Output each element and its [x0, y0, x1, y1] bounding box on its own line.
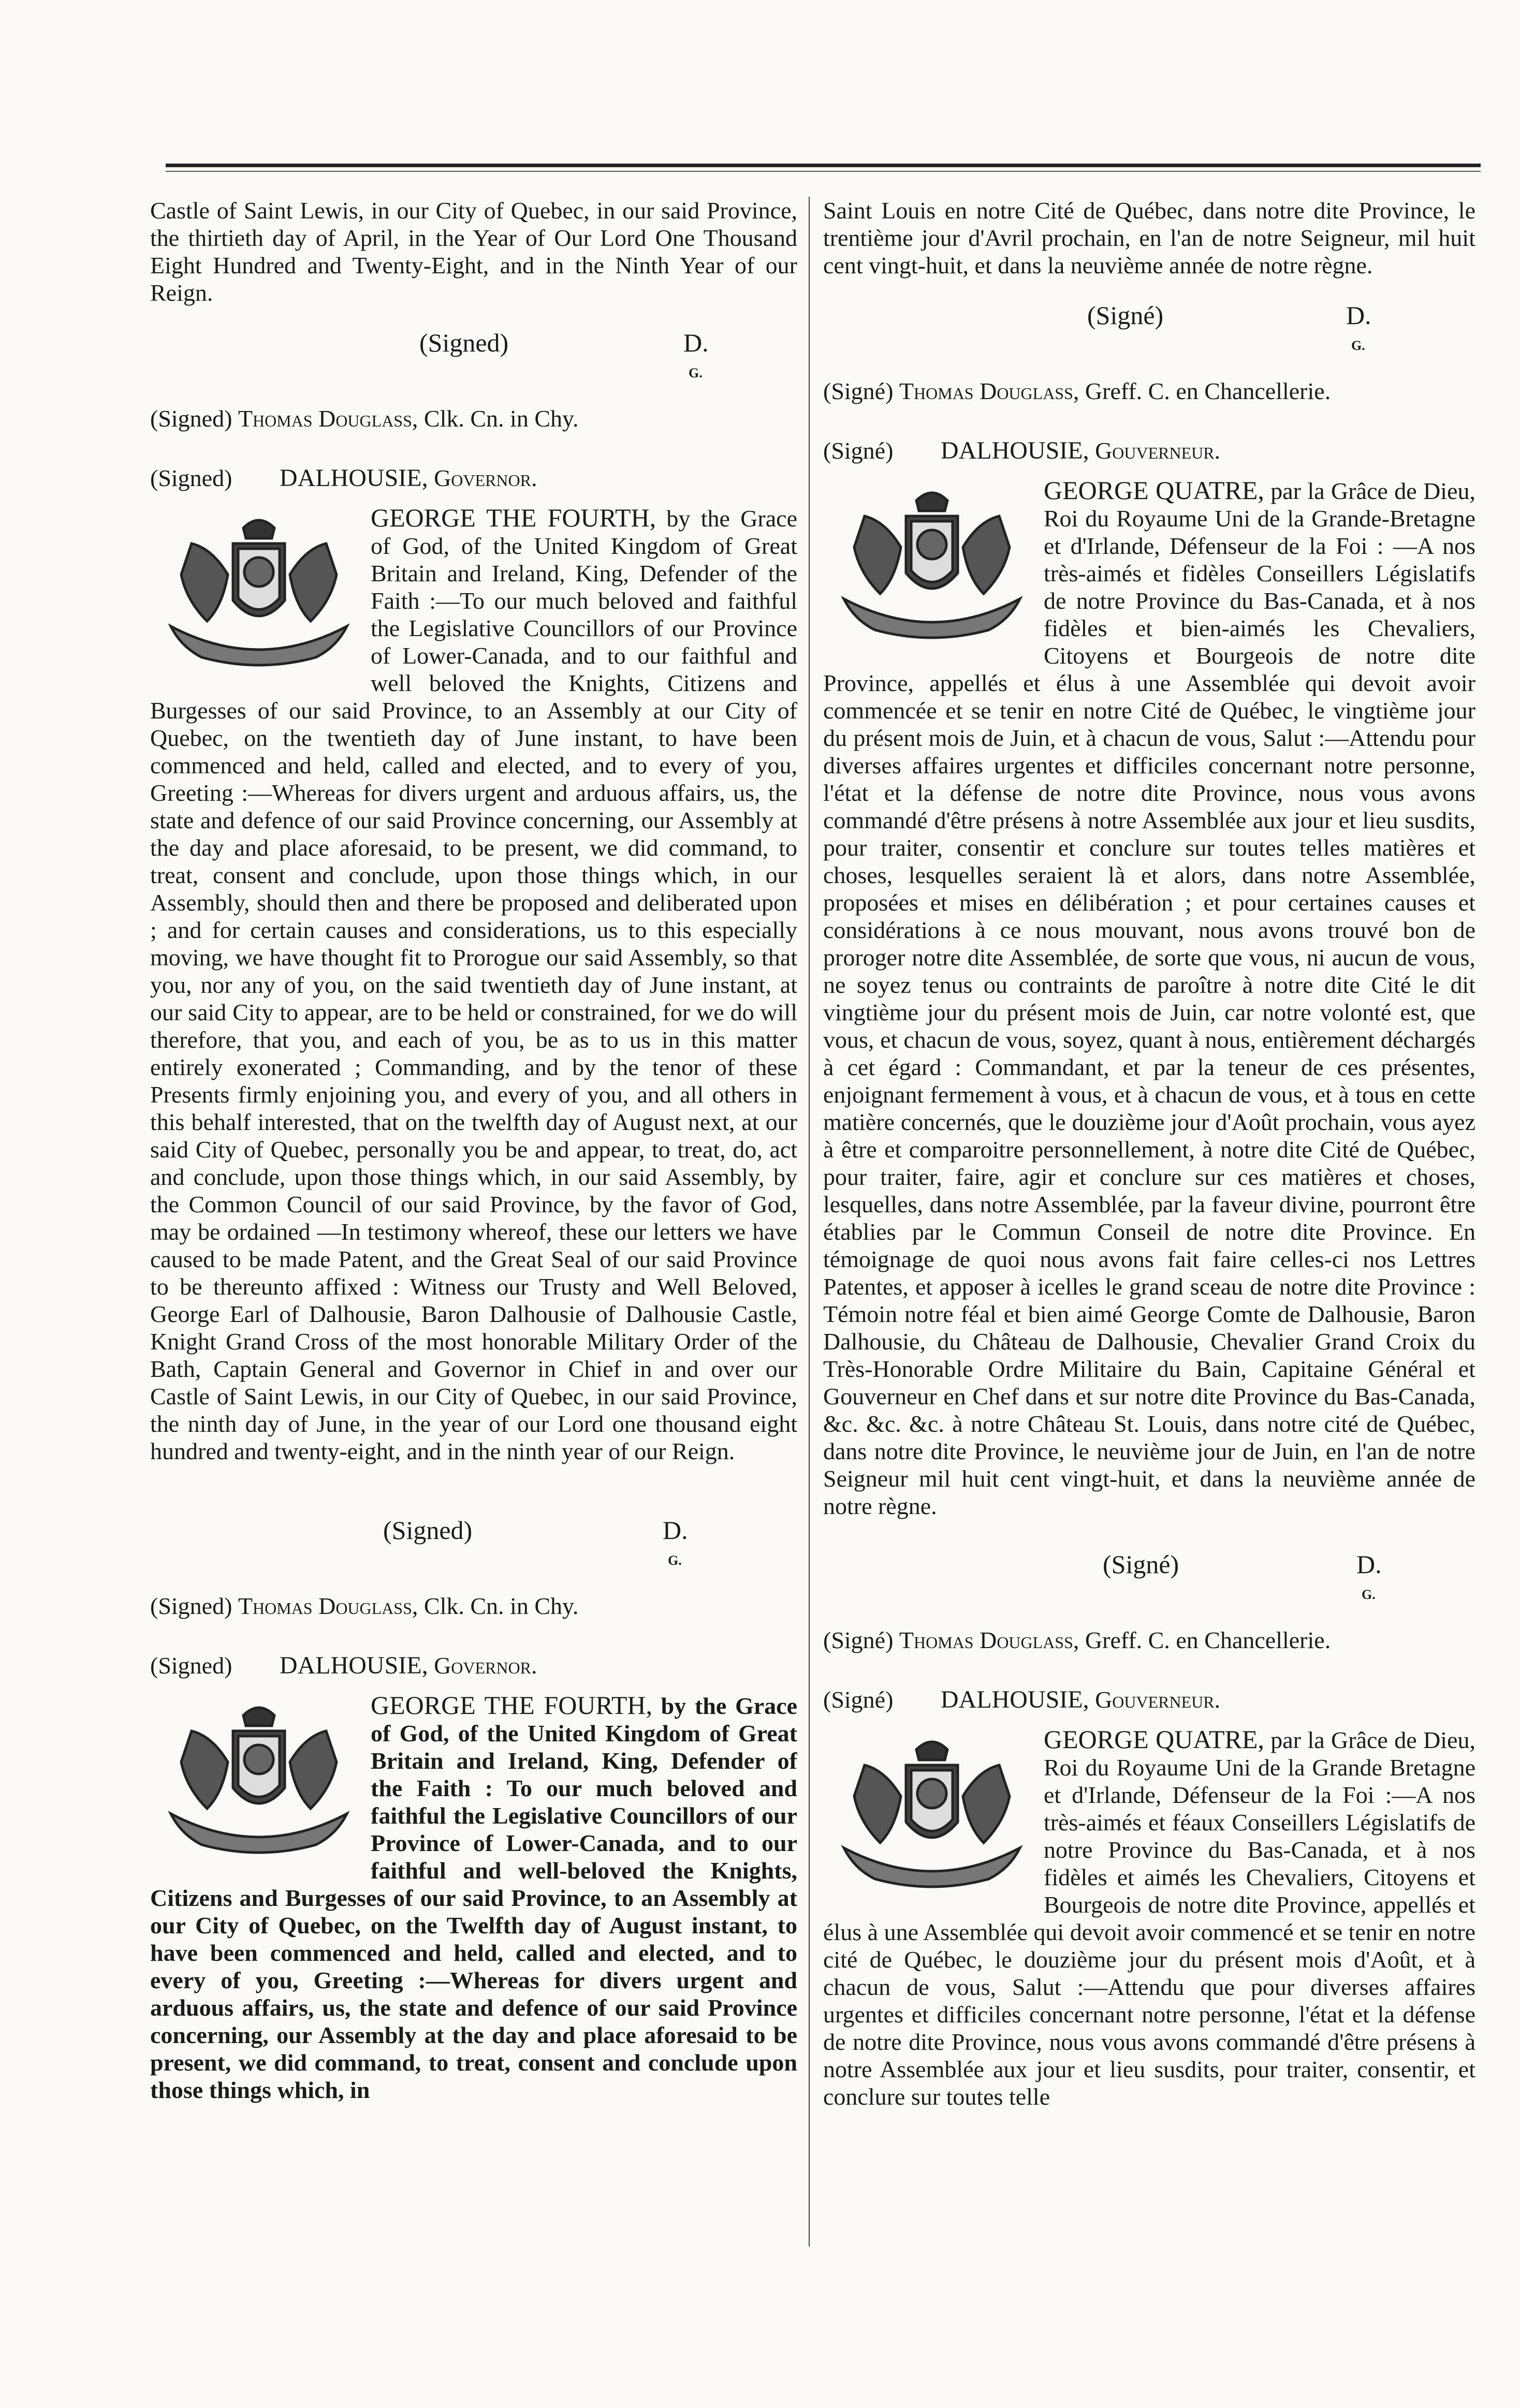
clerk-title: Clk. Cn. in Chy. [423, 1593, 579, 1619]
governor-title: Gouverneur. [1095, 437, 1221, 464]
header-rule-thin [166, 171, 1481, 172]
governor-name: DALHOUSIE, [279, 1652, 428, 1679]
clerk-signature [823, 1626, 1475, 1654]
signature-block [823, 1551, 1475, 1603]
proclamation-lead: GEORGE THE FOURTH, [371, 503, 656, 532]
clerk-name: Thomas Douglass, [238, 405, 418, 432]
royal-coat-of-arms-icon [160, 507, 357, 670]
governor-name: DALHOUSIE, [279, 464, 428, 492]
governor-signature [823, 437, 1475, 464]
proclamation-text: by the Grace of God, of the United Kingdom of Great Britain and Ireland, King, Defender of the Faith : To our much beloved and faithful the Legislative Councillors of our Province of Lower-Canada, and to our faithful and well-beloved the Knights, Citizens and Burgesses of our said Province, to an Assembly at our City of Quebec, on the Twelfth day of August instant, to have been commenced and held, called and elected, and to every of you, Greeting :—Whereas for divers urgent and arduous affairs, us, the state and defence of our said Province concerning, our Assembly at the day and place aforesaid to be present, we did command, to treat, consent and conclude upon those things which, in [150, 1693, 797, 2103]
proclamation-paragraph [823, 477, 1475, 1520]
signature-initial: D. [1356, 1550, 1382, 1579]
proclamation-paragraph [823, 1726, 1475, 2110]
signature-block [823, 302, 1475, 354]
governor-title: Governor. [434, 1652, 537, 1679]
governor-title: Governor. [434, 465, 537, 491]
proclamation-lead: GEORGE QUATRE, [1044, 1725, 1264, 1754]
signed-label: (Signé) [1103, 1550, 1179, 1579]
opening-paragraph: Castle of Saint Lewis, in our City of Quebec, in our said Province, the thirtieth day of April, in the Year of Our Lord One Thousand Eight Hundred and Twenty-Eight, and in the Ninth Year of our Reign. [150, 197, 797, 306]
clerk-signature [823, 377, 1475, 405]
proclamation-paragraph [150, 504, 797, 1465]
royal-coat-of-arms-icon [834, 480, 1030, 643]
clerk-name: Thomas Douglass, [899, 378, 1079, 404]
governor-prefix: (Signed) [150, 1652, 232, 1679]
signature-sub-initial: G. [689, 365, 703, 380]
clerk-signature [150, 1592, 797, 1620]
column-divider [809, 197, 810, 2247]
clerk-prefix: (Signé) [823, 1627, 894, 1653]
clerk-title: Clk. Cn. in Chy. [423, 405, 579, 432]
clerk-prefix: (Signé) [823, 378, 894, 404]
signature-sub-initial: G. [668, 1553, 682, 1568]
governor-prefix: (Signé) [823, 437, 894, 464]
proclamation-text: by the Grace of God, of the United Kingdom of Great Britain and Ireland, King, Defender of the Faith :—To our much beloved and faithful the Legislative Councillors of our Province of Lower-Canada, and to our faithful and well beloved the Knights, Citizens and Burgesses of our said Province, to an Assembly at our City of Quebec, on the twentieth day of June instant, to have been commenced and held, called and elected, and to every of you, Greeting :—Whereas for divers urgent and arduous affairs, us, the state and defence of our said Province concerning, our Assembly at the day and place aforesaid, to be present, we did command, to treat, consent and conclude, upon those things which, in our Assembly, should then and there be proposed and deliberated upon ; and for certain causes and considerations, us to this especially moving, we have thought fit to Prorogue our said Assembly, so that you, nor any of you, on the said twentieth day of June instant, at our said City to appear, are to be held or constrained, for we do will therefore, that you, and each of you, be as to us in this matter entirely exonerated ; Commanding, and by the tenor of these Presents firmly enjoining you, and every of you, and all others in this behalf interested, that on the twelfth day of August next, at our said City of Quebec, personally you be and appear, to treat, do, act and conclude, upon those things which, in our said Assembly, by the Common Council of our said Province, by the favor of God, may be ordained —In testimony whereof, these our letters we have caused to be made Patent, and the Great Seal of our said Province to be thereunto affixed : Witness our Trusty and Well Beloved, George Earl of Dalhousie, Baron Dalhousie of Dalhousie Castle, Knight Grand Cross of the most honorable Military Order of the Bath, Captain General and Governor in Chief in and over our Castle of Saint Lewis, in our City of Quebec, in our said Province, the ninth day of June, in the year of our Lord one thousand eight hundred and twenty-eight, and in the ninth year of our Reign. [150, 505, 797, 1464]
clerk-signature [150, 405, 797, 432]
royal-coat-of-arms-icon [160, 1695, 357, 1858]
clerk-prefix: (Signed) [150, 405, 232, 432]
governor-signature [823, 1686, 1475, 1713]
english-column [150, 197, 797, 2345]
clerk-name: Thomas Douglass, [238, 1593, 418, 1619]
signed-label: (Signed) [419, 328, 509, 357]
signature-initial: D. [1346, 301, 1371, 330]
signature-sub-initial: G. [1351, 338, 1365, 353]
signature-block [150, 1517, 797, 1568]
signed-label: (Signé) [1087, 301, 1164, 330]
opening-paragraph: Saint Louis en notre Cité de Québec, dans notre dite Province, le trentième jour d'Avril prochain, en l'an de notre Seigneur, mil huit cent vingt-huit, et dans la neuvième année de notre règne. [823, 197, 1475, 278]
clerk-name: Thomas Douglass, [899, 1627, 1079, 1653]
french-column [823, 197, 1475, 2345]
signature-initial: D. [663, 1516, 688, 1545]
governor-name: DALHOUSIE, [940, 437, 1089, 464]
governor-name: DALHOUSIE, [940, 1686, 1089, 1713]
governor-signature [150, 464, 797, 492]
proclamation-lead: GEORGE QUATRE, [1044, 476, 1264, 505]
header-rule [166, 164, 1481, 167]
governor-prefix: (Signed) [150, 465, 232, 491]
proclamation-lead: GEORGE THE FOURTH, [371, 1691, 652, 1720]
proclamation-text: par la Grâce de Dieu, Roi du Royaume Uni de la Grande Bretagne et d'Irlande, Défenseur de la Foi :—A nos très-aimés et féaux Conseillers Législatifs de notre Province du Bas-Canada, et à nos fidèles et aimés les Chevaliers, Citoyens et Bourgeois de notre dite Province, appellés et élus à une Assemblée qui devoit avoir commencé et se tenir en notre cité de Québec, le douzième jour du présent mois d'Août, et à chacun de vous, Salut :—Attendu que pour diverses affaires urgentes et difficiles concernant notre personne, l'état et la défense de notre dite Province, nous vous avons commandé d'être présens à notre Assemblée aux jour et lieu susdits, pour traiter, consentir, et conclure sur toutes telle [823, 1727, 1475, 2110]
proclamation-paragraph [150, 1692, 797, 2104]
clerk-prefix: (Signed) [150, 1593, 232, 1619]
clerk-title: Greff. C. en Chancellerie. [1085, 378, 1331, 404]
signed-label: (Signed) [383, 1516, 473, 1545]
clerk-title: Greff. C. en Chancellerie. [1085, 1627, 1331, 1653]
signature-initial: D. [683, 328, 709, 357]
signature-block [150, 329, 797, 381]
signature-sub-initial: G. [1362, 1587, 1376, 1602]
governor-title: Gouverneur. [1095, 1686, 1221, 1713]
proclamation-text: par la Grâce de Dieu, Roi du Royaume Uni de la Grande-Bretagne et d'Irlande, Défenseur de la Foi : —A nos très-aimés et fidèles Conseillers Législatifs de notre Province du Bas-Canada, et à nos fidèles et bien-aimés les Chevaliers, Citoyens et Bourgeois de notre dite Province, appellés et élus à une Assemblée qui devoit avoir commencée et se tenir en notre Cité de Québec, le vingtième jour du présent mois de Juin, et à chacun de vous, Salut :—Attendu pour diverses affaires urgentes et difficiles concernant notre personne, l'état et la défense de notre dite Province, nous vous avons commandé d'être présens à notre Assemblée aux jour et lieu susdits, pour traiter, consentir et conclure sur toutes telles matières et choses, lesquelles seraient là et alors, dans notre Assemblée, proposées et mises en délibération ; et pour certaines causes et considérations à ce nous mouvant, nous avons trouvé bon de proroger notre dite Assemblée, de sorte que vous, ni aucun de vous, ne soyez tenus ou contraints de paroître à notre dite Cité le dit vingtième jour du présent mois de Juin, car notre volonté est, que vous, et chacun de vous, soyez, quant à nous, entièrement déchargés à cet égard : Commandant, et par la teneur de ces présentes, enjoignant fermement à vous, et à chacun de vous, et à tous en cette matière concernés, que le douzième jour d'Août prochain, vous ayez à être et comparoitre personnellement, à notre dite Cité de Québec, pour traiter, faire, agir et conclure sur ces matières et choses, lesquelles, dans notre Assemblée, par la faveur divine, pourront être établies par le Commun Conseil de notre dite Province. En témoignage de quoi nous avons fait faire celles-ci nos Lettres Patentes, et apposer à icelles le grand sceau de notre dite Province : Témoin notre féal et bien aimé George Comte de Dalhousie, Baron Dalhousie, du Château de Dalhousie, Chevalier Grand Croix du Très-Honorable Ordre Militaire du Bain, Capitaine Général et Gouverneur en Chef dans et sur notre dite Province du Bas-Canada, &c. &c. &c. à notre Château St. Louis, dans notre cité de Québec, dans notre dite Province, le neuvième jour de Juin, en l'an de notre Seigneur mil huit cent vingt-huit, et dans la neuvième année de notre règne. [823, 478, 1475, 1519]
royal-coat-of-arms-icon [834, 1729, 1030, 1892]
governor-prefix: (Signé) [823, 1686, 894, 1713]
governor-signature [150, 1652, 797, 1679]
